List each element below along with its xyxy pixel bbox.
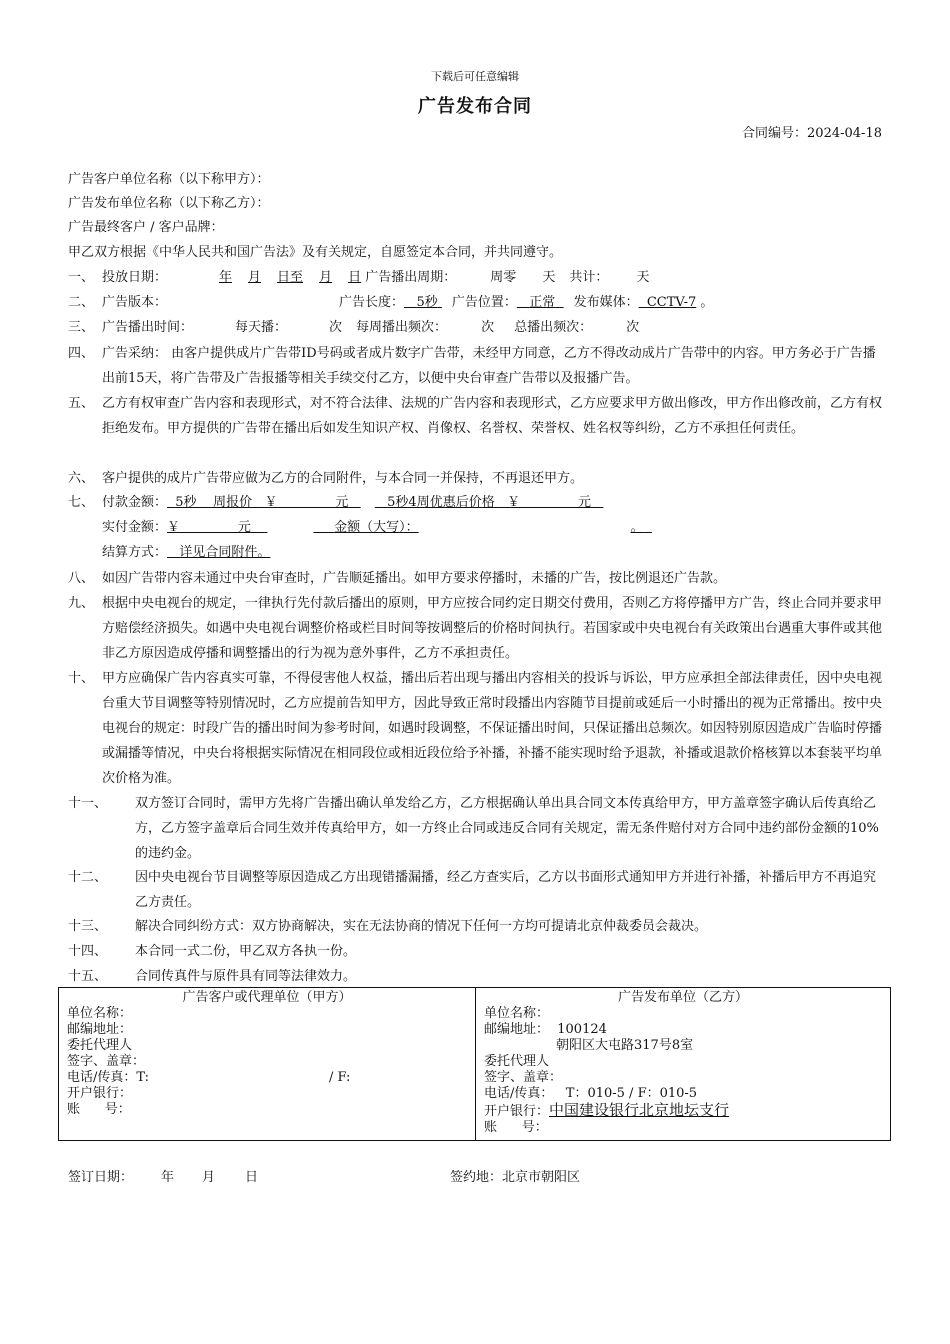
clause-number: 九、: [68, 596, 95, 611]
clause-number: 十二、: [68, 870, 108, 885]
settlement-field[interactable]: 详见合同附件。: [179, 545, 271, 560]
party-b-post: 邮编地址： 100124: [484, 1022, 607, 1037]
party-b-account[interactable]: 账 号：: [484, 1120, 548, 1135]
clause-10: [68, 666, 883, 791]
clause-text: 乙方有权审查广告内容和表现形式，对不符合法律、法规的广告内容和表现形式，乙方应要求甲方做出修改，甲方作出修改前，乙方有权拒绝发布。甲方提供的广告带在播出后如发生知识产权、肖像权、名誉权、荣誉权、姓名权等纠纷，乙方不承担任何责任。: [102, 396, 883, 436]
label: 投放日期：: [102, 270, 168, 285]
clause-12: [68, 865, 883, 915]
clause-text: 广告采纳： 由客户提供成片广告带ID号码或者成片数字广告带，未经甲方同意，乙方不得改动成片广告带中的内容。甲方务必于广告播出前15天，将广告带及广告报播等相关手续交付乙方，以便中央台审查广告带以及报播广告。: [102, 346, 876, 386]
clause-text: 如因广告带内容未通过中央台审查时，广告顺延播出。如甲方要求停播时，未播的广告，按比例退还广告款。: [102, 571, 727, 586]
total-days-field[interactable]: [608, 270, 636, 285]
paid-amount-field[interactable]: ￥ 元: [167, 520, 251, 535]
header-line-client: 广告客户单位名称（以下称甲方）：: [68, 172, 270, 187]
clause-number: 一、: [68, 270, 95, 285]
position-field[interactable]: 正常: [529, 295, 556, 310]
clause-text: 根据中央电视台的规定，一律执行先付款后播出的原则，甲方应按合同约定日期交付费用，否则乙方将停播甲方广告，终止合同并要求甲方赔偿经济损失。如遇中央电视台调整价格或栏目时间等按调整后的价格时间执行。若国家或中央电视台有关政策出台遇重大事件或其他非乙方原因造成停播和调整播出的行为视为意外事件，乙方不承担责任。: [102, 596, 883, 661]
party-a-post[interactable]: 邮编地址：: [67, 1022, 133, 1037]
party-a-sign[interactable]: 签字、盖章：: [67, 1054, 146, 1069]
sign-place: 签约地：北京市朝阳区: [450, 1170, 581, 1185]
days-field[interactable]: [520, 270, 542, 285]
clause-number: 十、: [68, 671, 95, 686]
clause-15: [68, 964, 883, 989]
party-b-heading: 广告发布单位（乙方）: [617, 990, 748, 1005]
clause-text: 因中央电视台节目调整等原因造成乙方出现错播漏播，经乙方查实后，乙方以书面形式通知甲方并进行补播，补播后甲方不再追究乙方责任。: [135, 870, 877, 910]
clause-text: 本合同一式二份，甲乙双方各执一份。: [135, 944, 357, 959]
party-a-account[interactable]: 账 号：: [67, 1102, 131, 1117]
header-line-brand: 广告最终客户 / 客户品牌：: [68, 220, 224, 235]
party-a-heading: 广告客户或代理单位（甲方）: [182, 990, 352, 1005]
clause-number: 八、: [68, 571, 95, 586]
party-a-tel[interactable]: 电话/传真：T: / F:: [67, 1070, 351, 1085]
amount-uppercase-field[interactable]: 金额（大写）： 。: [334, 520, 644, 535]
header-line-publisher: 广告发布单位名称（以下称乙方）：: [68, 196, 270, 211]
clause-number: 四、: [68, 346, 95, 361]
bank-name: 中国建设银行北京地坛支行: [549, 1101, 730, 1119]
clause-text: 甲方应确保广告内容真实可靠，不得侵害他人权益，播出后若出现与播出内容相关的投诉与诉讼，甲方应承担全部法律责任，因中央电视台重大节目调整等特别情况时，乙方应提前告知甲方，因此导致正常时段播出内容随节目提前或延后一小时播出的视为正常播出。按中央电视台的规定：时段广告的播出时间为参考时间，如遇时段调整，不保证播出时间，只保证播出总频次。如因特别原因造成广告临时停播或漏播等情况，中央台将根据实际情况在相同段位或相近段位给予补播，补播不能实现时给予退款，补播或退款价格核算以本套装平均单次价格为准。: [102, 671, 883, 786]
clause-1: 一、 投放日期： 年 月 日至 月 日 广告播出周期： 周零 天 共计： 天: [68, 266, 649, 290]
version-field[interactable]: [167, 295, 317, 310]
party-b-address: 朝阳区大屯路317号8室: [556, 1038, 694, 1053]
top-note: 下载后可任意编辑: [431, 70, 519, 83]
clause-number: 十一、: [68, 796, 108, 811]
party-b-sign[interactable]: 签字、盖章：: [484, 1070, 563, 1085]
clause-9: [68, 591, 883, 666]
date-field[interactable]: 年 月 日至 月 日: [219, 270, 362, 285]
clause-text: 双方签订合同时，需甲方先将广告播出确认单发给乙方，乙方根据确认单出具合同文本传真给甲方，甲方盖章签字确认后传真给乙方，乙方签字盖章后合同生效并传真给甲方，如一方终止合同或违反合同有关规定，需无条件赔付对方合同中违约部份金额的10%的违约金。: [135, 796, 879, 861]
weekly-quote-field[interactable]: 5秒 周报价 ￥ 元: [175, 495, 349, 510]
party-a-agent[interactable]: 委托代理人: [67, 1038, 133, 1053]
discount-price-field[interactable]: 5秒4周优惠后价格 ￥ 元: [387, 495, 591, 510]
clause-7: 七、 付款金额： 5秒 周报价 ￥ 元 5秒4周优惠后价格 ￥ 元: [68, 491, 603, 515]
weekly-field[interactable]: [447, 320, 481, 335]
clause-14: [68, 939, 883, 964]
clause-number: 十三、: [68, 919, 108, 934]
clause-number: 七、: [68, 495, 95, 510]
clause-8: [68, 566, 883, 591]
clause-number: 五、: [68, 396, 95, 411]
clause-7-settlement: 结算方式： 详见合同附件。: [102, 545, 271, 560]
clause-text: 客户提供的成片广告带应做为乙方的合同附件，与本合同一并保持，不再退还甲方。: [102, 471, 584, 486]
party-b-bank: 开户银行：中国建设银行北京地坛支行: [484, 1101, 730, 1119]
total-frequency-field[interactable]: [592, 320, 626, 335]
contract-title: 广告发布合同: [418, 96, 532, 117]
clause-6: [68, 466, 883, 491]
clause-text: 合同传真件与原件具有同等法律效力。: [135, 969, 357, 984]
clause-2: 二、 广告版本： 广告长度： 5秒 广告位置： 正常 发布媒体： CCTV-7 。: [68, 291, 713, 315]
clause-5: [68, 391, 883, 441]
party-a-bank[interactable]: 开户银行：: [67, 1086, 133, 1101]
clause-number: 六、: [68, 471, 95, 486]
clause-11: [68, 791, 883, 866]
daily-field[interactable]: [287, 320, 329, 335]
clause-number: 二、: [68, 295, 95, 310]
clause-number: 三、: [68, 320, 95, 335]
weeks-field[interactable]: [456, 270, 490, 285]
header-line-preamble: 甲乙双方根据《中华人民共和国广告法》及有关规定，自愿签定本合同，并共同遵守。: [68, 245, 563, 260]
clause-13: [68, 914, 883, 939]
clause-4: [68, 341, 883, 391]
media-field[interactable]: CCTV-7: [646, 295, 697, 310]
party-b-agent[interactable]: 委托代理人: [484, 1054, 550, 1069]
contract-number: 合同编号：2024-04-18: [742, 126, 882, 141]
party-a-name[interactable]: 单位名称：: [67, 1006, 133, 1021]
party-b-tel: 电话/传真： T：010-5 / F：010-5: [484, 1086, 698, 1101]
clause-text: 解决合同纠纷方式：双方协商解决，实在无法协商的情况下任何一方均可提请北京仲裁委员会裁决。: [135, 919, 708, 934]
clause-number: 十五、: [68, 969, 108, 984]
clause-7-paid: 实付金额：￥ 元 金额（大写）： 。: [68, 516, 652, 540]
party-b-cell: [476, 988, 891, 1141]
label: 广告播出周期：: [365, 270, 457, 285]
sign-date[interactable]: 签订日期： 年 月 日: [68, 1170, 259, 1185]
party-b-name[interactable]: 单位名称：: [484, 1006, 550, 1021]
broadcast-time-field[interactable]: [193, 320, 235, 335]
clause-number: 十四、: [68, 944, 108, 959]
party-a-cell: [59, 988, 476, 1141]
length-field[interactable]: 5秒: [416, 295, 438, 310]
signature-table: [58, 987, 891, 1141]
clause-3: 三、 广告播出时间： 每天播： 次 每周播出频次： 次 总播出频次： 次: [68, 316, 639, 340]
